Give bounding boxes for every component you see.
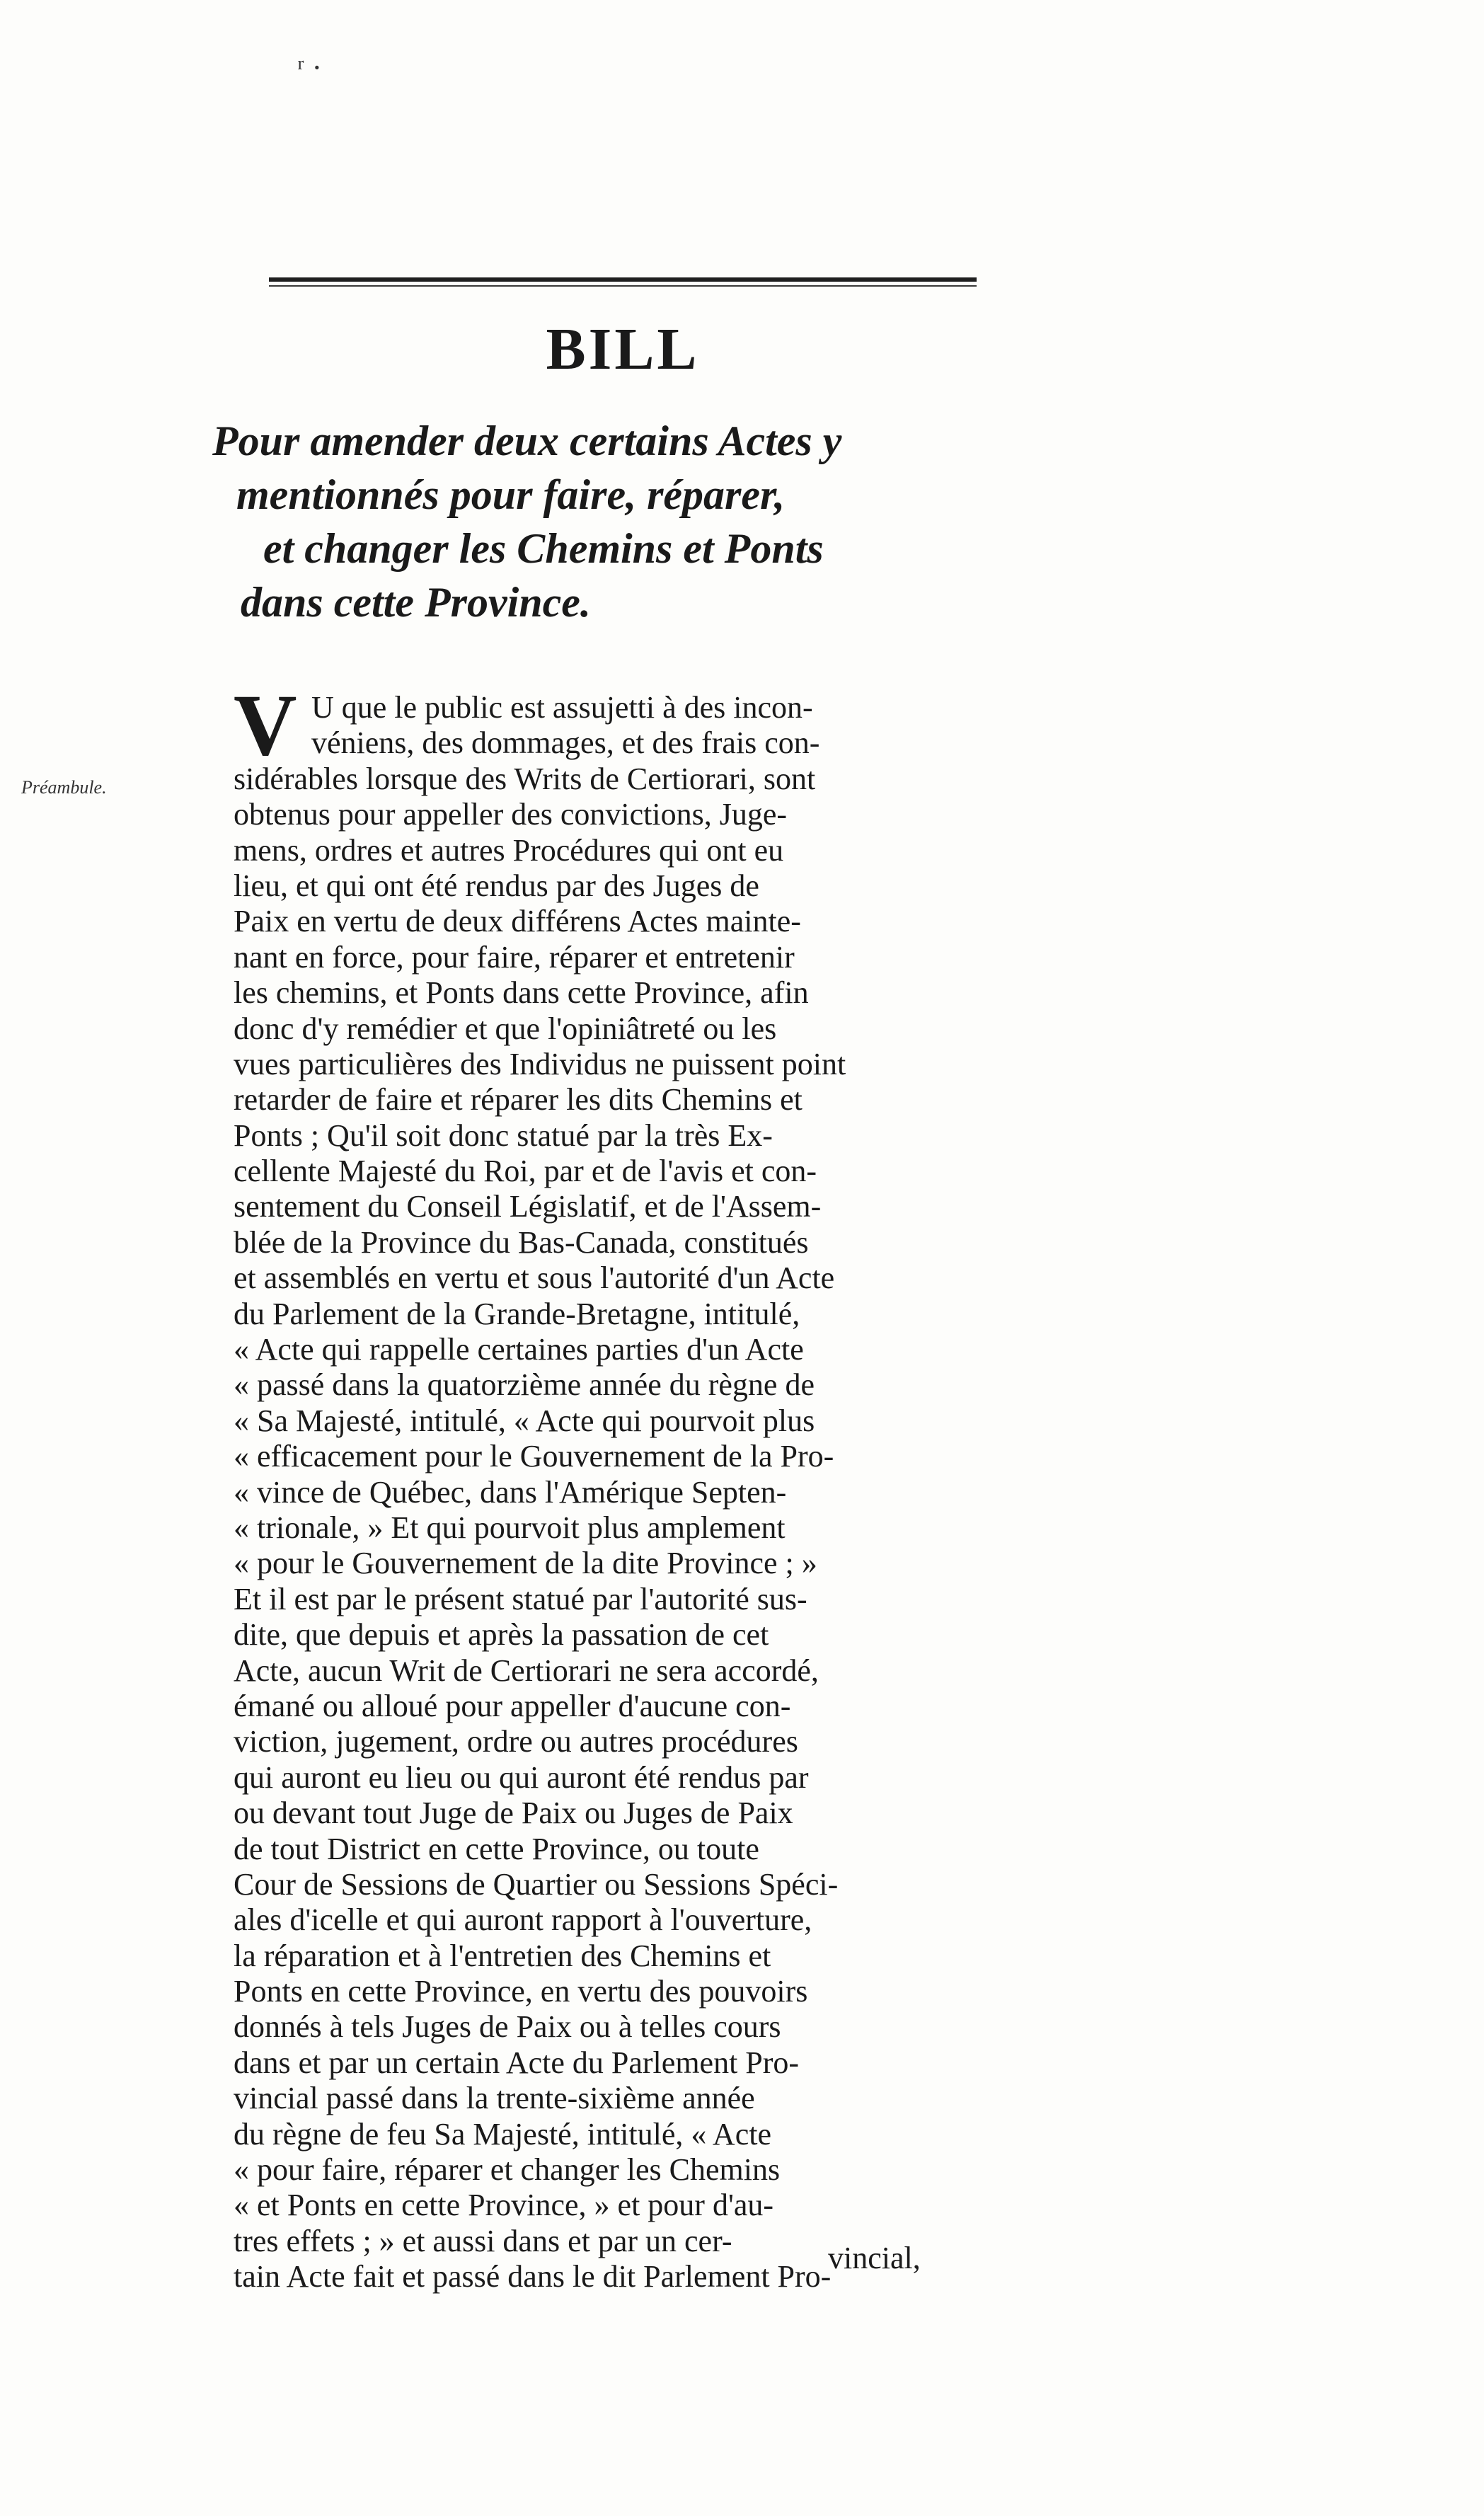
body-line: vincial passé dans la trente-sixième année bbox=[234, 2081, 755, 2116]
document-title: BILL bbox=[546, 316, 700, 382]
body-line: « Sa Majesté, intitulé, « Acte qui pourvoit plus bbox=[234, 1403, 815, 1438]
body-line: véniens, des dommages, et des frais con- bbox=[311, 725, 820, 761]
body-line: donnés à tels Juges de Paix ou à telles cours bbox=[234, 2009, 781, 2045]
body-line: ou devant tout Juge de Paix ou Juges de Paix bbox=[234, 1796, 793, 1831]
body-line: mens, ordres et autres Procédures qui ont eu bbox=[234, 832, 784, 868]
body-line: « pour faire, réparer et changer les Chemins bbox=[234, 2152, 781, 2188]
body-line: viction, jugement, ordre ou autres procédures bbox=[234, 1724, 798, 1759]
document-subtitle bbox=[212, 414, 934, 629]
body-line: cellente Majesté du Roi, par et de l'avis et con- bbox=[234, 1154, 817, 1189]
body-line: Ponts ; Qu'il soit donc statué par la très Ex- bbox=[234, 1118, 773, 1153]
body-line: nant en force, pour faire, réparer et entretenir bbox=[234, 939, 795, 975]
body-line: ales d'icelle et qui auront rapport à l'ouverture, bbox=[234, 1902, 812, 1938]
body-line: « Acte qui rappelle certaines parties d'un Acte bbox=[234, 1332, 804, 1367]
body-line: dans et par un certain Acte du Parlement Pro- bbox=[234, 2045, 800, 2080]
body-line: « trionale, » Et qui pourvoit plus amplement bbox=[234, 1510, 786, 1545]
header-rule-thick bbox=[269, 277, 977, 282]
body-line: dite, que depuis et après la passation de cet bbox=[234, 1617, 769, 1653]
body-line: U que le public est assujetti à des incon- bbox=[311, 690, 813, 725]
subtitle-line: Pour amender deux certains Actes y bbox=[212, 418, 842, 464]
subtitle-line: dans cette Province. bbox=[241, 579, 591, 626]
body-line: « efficacement pour le Gouvernement de la Pro- bbox=[234, 1439, 834, 1474]
body-line: de tout District en cette Province, ou toute bbox=[234, 1831, 759, 1866]
body-line: tain Acte fait et passé dans le dit Parlement Pro- bbox=[234, 2259, 832, 2294]
body-line: obtenus pour appeller des convictions, Juge- bbox=[234, 797, 788, 832]
body-line: les chemins, et Ponts dans cette Province, afin bbox=[234, 975, 809, 1011]
body-text bbox=[234, 690, 948, 2295]
body-line: « et Ponts en cette Province, » et pour d'au- bbox=[234, 2188, 774, 2223]
body-line: la réparation et à l'entretien des Chemins et bbox=[234, 1938, 771, 1973]
body-line: Acte, aucun Writ de Certiorari ne sera accordé, bbox=[234, 1653, 819, 1688]
body-line: qui auront eu lieu ou qui auront été rendus par bbox=[234, 1759, 809, 1795]
body-line: « pour le Gouvernement de la dite Province ; » bbox=[234, 1546, 817, 1581]
body-line: « passé dans la quatorzième année du règne de bbox=[234, 1367, 815, 1403]
drop-cap: V bbox=[234, 677, 297, 774]
body-line: retarder de faire et réparer les dits Chemins et bbox=[234, 1082, 803, 1118]
body-line: Ponts en cette Province, en vertu des pouvoirs bbox=[234, 1974, 808, 2009]
subtitle-line: et changer les Chemins et Ponts bbox=[263, 525, 824, 572]
subtitle-line: mentionnés pour faire, réparer, bbox=[236, 471, 786, 518]
margin-note-preamble: Préambule. bbox=[21, 777, 107, 798]
stray-mark: ʳ · bbox=[297, 50, 323, 85]
header-rule-thin bbox=[269, 285, 977, 287]
body-line: et assemblés en vertu et sous l'autorité d'un Acte bbox=[234, 1260, 835, 1296]
body-line: Paix en vertu de deux différens Actes mainte- bbox=[234, 904, 801, 939]
body-line: vues particulières des Individus ne puissent point bbox=[234, 1046, 846, 1081]
body-line: donc d'y remédier et que l'opiniâtreté ou les bbox=[234, 1011, 777, 1046]
body-line: « vince de Québec, dans l'Amérique Septen- bbox=[234, 1474, 787, 1510]
body-line: lieu, et qui ont été rendus par des Juges de bbox=[234, 868, 759, 903]
body-line: sentement du Conseil Législatif, et de l'Assem- bbox=[234, 1189, 822, 1224]
body-line: émané ou alloué pour appeller d'aucune con- bbox=[234, 1688, 791, 1723]
catchword: vincial, bbox=[828, 2241, 921, 2275]
body-line: du règne de feu Sa Majesté, intitulé, « Acte bbox=[234, 2116, 771, 2152]
body-line: du Parlement de la Grande-Bretagne, intitulé, bbox=[234, 1296, 800, 1331]
body-line: sidérables lorsque des Writs de Certiorari, sont bbox=[234, 761, 816, 796]
body-line: blée de la Province du Bas-Canada, constitués bbox=[234, 1224, 809, 1260]
body-line: Et il est par le présent statué par l'autorité sus- bbox=[234, 1581, 807, 1616]
body-line: tres effets ; » et aussi dans et par un cer- bbox=[234, 2223, 732, 2258]
body-line: Cour de Sessions de Quartier ou Sessions Spéci- bbox=[234, 1866, 839, 1902]
